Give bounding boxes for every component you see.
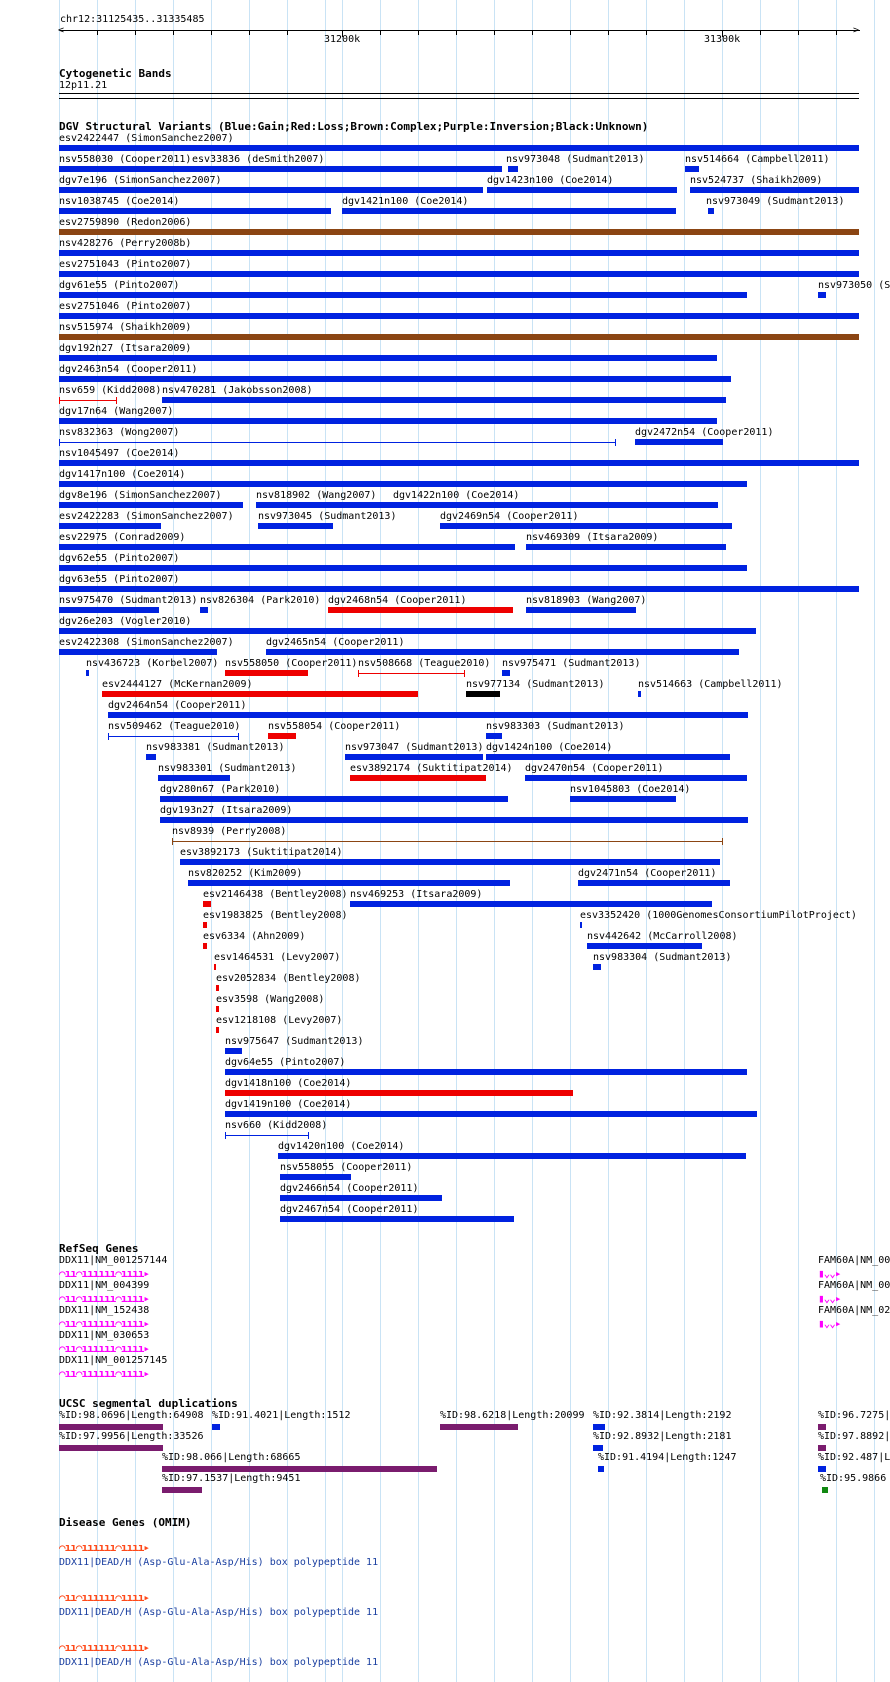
dgv-feature-bar[interactable]	[328, 607, 513, 613]
dgv-feature-label[interactable]: nsv973045 (Sudmant2013)	[258, 511, 397, 522]
segdup-label[interactable]: %ID:98.0696|Length:64908	[59, 1410, 204, 1421]
segdup-bar[interactable]	[162, 1487, 202, 1493]
dgv-feature-bar[interactable]	[214, 964, 216, 970]
ruler-range: chr12:31125435..31335485	[60, 14, 205, 25]
ruler-tick	[287, 31, 288, 35]
refseq-gene-label[interactable]: FAM60A|NM_02	[818, 1305, 890, 1316]
ruler-tick	[570, 31, 571, 35]
refseq-gene-model[interactable]: ⌒ıı⌒ıııııı⌒ıııı▸	[59, 1267, 149, 1280]
segdup-bar[interactable]	[598, 1466, 604, 1472]
dgv-feature-label[interactable]: nsv558055 (Cooper2011)	[280, 1162, 413, 1173]
dgv-feature-bar[interactable]	[203, 901, 211, 907]
dgv-feature-label[interactable]: dgv62e55 (Pinto2007)	[59, 553, 180, 564]
dgv-feature-end	[358, 670, 359, 677]
dgv-feature-label[interactable]: dgv2469n54 (Cooper2011)	[440, 511, 579, 522]
refseq-gene-label[interactable]: DDX11|NM_030653	[59, 1330, 150, 1341]
dgv-feature-label[interactable]: esv3598 (Wang2008)	[216, 994, 325, 1005]
dgv-feature-label[interactable]: esv2422283 (SimonSanchez2007)	[59, 511, 234, 522]
dgv-feature-label[interactable]: nsv975647 (Sudmant2013)	[225, 1036, 364, 1047]
ruler-tick	[836, 31, 837, 35]
segdup-label[interactable]: %ID:92.487|L	[818, 1452, 890, 1463]
ruler-left-arrow[interactable]: <	[58, 25, 65, 36]
dgv-feature-label[interactable]: dgv1424n100 (Coe2014)	[486, 742, 613, 753]
refseq-gene-model[interactable]: ⌒ıı⌒ıııııı⌒ıııı▸	[59, 1342, 149, 1355]
dgv-feature-label[interactable]: dgv8e196 (SimonSanchez2007)	[59, 490, 222, 501]
ruler-tick	[760, 31, 761, 35]
dgv-feature-label[interactable]: esv3892174 (Suktitipat2014)	[350, 763, 513, 774]
segdup-bar[interactable]	[818, 1445, 826, 1451]
omim-gene-model[interactable]: ⌒ıı⌒ıııııı⌒ıııı▸	[59, 1591, 149, 1604]
dgv-feature-bar[interactable]	[59, 271, 859, 277]
dgv-feature-bar[interactable]	[160, 796, 508, 802]
dgv-feature-label[interactable]: dgv63e55 (Pinto2007)	[59, 574, 180, 585]
dgv-feature-label[interactable]: nsv558030 (Cooper2011)	[59, 154, 192, 165]
dgv-feature-label[interactable]: nsv436723 (Korbel2007)	[86, 658, 219, 669]
dgv-feature-label[interactable]: nsv983303 (Sudmant2013)	[486, 721, 625, 732]
omim-track-title[interactable]: Disease Genes (OMIM)	[59, 1516, 192, 1529]
dgv-feature-bar[interactable]	[59, 649, 217, 655]
dgv-feature-label[interactable]: esv2751043 (Pinto2007)	[59, 259, 192, 270]
dgv-feature-label[interactable]: dgv193n27 (Itsara2009)	[160, 805, 293, 816]
dgv-feature-bar[interactable]	[108, 712, 748, 718]
dgv-feature-bar[interactable]	[258, 523, 333, 529]
refseq-gene-label[interactable]: FAM60A|NM_00	[818, 1255, 890, 1266]
dgv-feature-label[interactable]: dgv2472n54 (Cooper2011)	[635, 427, 774, 438]
dgv-feature-label[interactable]: nsv508668 (Teague2010)	[358, 658, 491, 669]
dgv-feature-end	[464, 670, 465, 677]
refseq-gene-model[interactable]: ▮⌄⌄▸	[818, 1267, 841, 1280]
refseq-gene-label[interactable]: DDX11|NM_004399	[59, 1280, 150, 1291]
ruler-tick	[798, 31, 799, 35]
dgv-feature-bar[interactable]	[59, 313, 859, 319]
dgv-feature-bar[interactable]	[268, 733, 296, 739]
ruler-tick	[249, 31, 250, 35]
ruler-tick	[608, 31, 609, 35]
dgv-feature-bar[interactable]	[280, 1174, 351, 1180]
dgv-feature-bar[interactable]	[225, 1048, 242, 1054]
dgv-feature-label[interactable]: dgv64e55 (Pinto2007)	[225, 1057, 346, 1068]
dgv-feature-bar[interactable]	[525, 775, 747, 781]
segdup-bar[interactable]	[212, 1424, 220, 1430]
segdup-bar[interactable]	[593, 1424, 605, 1430]
dgv-feature-label[interactable]: dgv1421n100 (Coe2014)	[342, 196, 469, 207]
dgv-feature-bar[interactable]	[158, 775, 230, 781]
dgv-feature-bar[interactable]	[440, 523, 732, 529]
dgv-feature-bar[interactable]	[59, 187, 483, 193]
dgv-feature-label[interactable]: dgv2467n54 (Cooper2011)	[280, 1204, 419, 1215]
segdup-label[interactable]: %ID:91.4021|Length:1512	[212, 1410, 351, 1421]
dgv-feature-bar[interactable]	[278, 1153, 746, 1159]
dgv-feature-end	[108, 733, 109, 740]
segdup-bar[interactable]	[162, 1466, 437, 1472]
ruler-axis	[60, 30, 860, 31]
dgv-feature-bar[interactable]	[486, 733, 502, 739]
dgv-feature-label[interactable]: dgv2466n54 (Cooper2011)	[280, 1183, 419, 1194]
dgv-feature-label[interactable]: nsv975471 (Sudmant2013)	[502, 658, 641, 669]
dgv-feature-bar[interactable]	[225, 1090, 573, 1096]
dgv-feature-label[interactable]: dgv2465n54 (Cooper2011)	[266, 637, 405, 648]
segdup-label[interactable]: %ID:96.7275|	[818, 1410, 890, 1421]
dgv-feature-bar[interactable]	[508, 166, 518, 172]
dgv-feature-span[interactable]	[358, 673, 464, 674]
segdup-bar[interactable]	[818, 1424, 826, 1430]
dgv-feature-bar[interactable]	[59, 502, 243, 508]
dgv-feature-label[interactable]: nsv469309 (Itsara2009)	[526, 532, 659, 543]
cytoband-label: 12p11.21	[59, 80, 108, 91]
dgv-feature-bar[interactable]	[59, 229, 859, 235]
dgv-feature-bar[interactable]	[59, 292, 747, 298]
dgv-feature-label[interactable]: nsv428276 (Perry2008b)	[59, 238, 192, 249]
dgv-feature-label[interactable]: dgv1423n100 (Coe2014)	[487, 175, 614, 186]
dgv-feature-bar[interactable]	[203, 943, 207, 949]
dgv-feature-bar[interactable]	[350, 901, 712, 907]
dgv-feature-label[interactable]: dgv2471n54 (Cooper2011)	[578, 868, 717, 879]
dgv-feature-bar[interactable]	[59, 145, 859, 151]
dgv-feature-bar[interactable]	[59, 565, 747, 571]
dgv-feature-bar[interactable]	[280, 1195, 442, 1201]
segdup-label[interactable]: %ID:92.3814|Length:2192	[593, 1410, 732, 1421]
dgv-feature-label[interactable]: dgv1420n100 (Coe2014)	[278, 1141, 405, 1152]
omim-gene-link[interactable]: DDX11|DEAD/H (Asp-Glu-Ala-Asp/His) box polypeptide 11	[59, 1557, 379, 1568]
dgv-feature-bar[interactable]	[225, 1069, 747, 1075]
dgv-feature-label[interactable]: dgv280n67 (Park2010)	[160, 784, 281, 795]
segdup-bar[interactable]	[818, 1466, 826, 1472]
ruler-tick	[456, 31, 457, 35]
dgv-feature-label[interactable]: esv22975 (Conrad2009)	[59, 532, 186, 543]
dgv-feature-label[interactable]: nsv514663 (Campbell2011)	[638, 679, 783, 690]
dgv-feature-bar[interactable]	[266, 649, 739, 655]
dgv-feature-bar[interactable]	[350, 775, 486, 781]
dgv-feature-bar[interactable]	[146, 754, 156, 760]
dgv-feature-span[interactable]	[59, 400, 116, 401]
dgv-feature-bar[interactable]	[216, 1006, 219, 1012]
dgv-feature-bar[interactable]	[345, 754, 483, 760]
dgv-feature-label[interactable]: nsv826304 (Park2010)	[200, 595, 321, 606]
grid-line	[874, 0, 875, 1682]
dgv-feature-end	[172, 838, 173, 845]
dgv-feature-label[interactable]: esv1983825 (Bentley2008)	[203, 910, 348, 921]
dgv-feature-label[interactable]: dgv2468n54 (Cooper2011)	[328, 595, 467, 606]
segdup-bar[interactable]	[440, 1424, 518, 1430]
dgv-feature-bar[interactable]	[102, 691, 418, 697]
omim-gene-model[interactable]: ⌒ıı⌒ıııııı⌒ıııı▸	[59, 1641, 149, 1654]
ruler-tick	[532, 31, 533, 35]
refseq-track-title[interactable]: RefSeq Genes	[59, 1242, 139, 1255]
dgv-feature-bar[interactable]	[466, 691, 500, 697]
dgv-feature-label[interactable]: nsv442642 (McCarroll2008)	[587, 931, 738, 942]
dgv-feature-bar[interactable]	[59, 355, 717, 361]
dgv-feature-label[interactable]: nsv983304 (Sudmant2013)	[593, 952, 732, 963]
cytobands-track-title[interactable]: Cytogenetic Bands	[59, 67, 172, 80]
dgv-feature-bar[interactable]	[59, 586, 859, 592]
dgv-feature-bar[interactable]	[162, 397, 726, 403]
segdup-label[interactable]: %ID:92.8932|Length:2181	[593, 1431, 732, 1442]
dgv-feature-end	[59, 397, 60, 404]
dgv-feature-label[interactable]: esv3352420 (1000GenomesConsortiumPilotProject)	[580, 910, 857, 921]
dgv-feature-bar[interactable]	[593, 964, 601, 970]
dgv-feature-label[interactable]: esv6334 (Ahn2009)	[203, 931, 306, 942]
segdup-bar[interactable]	[59, 1445, 163, 1451]
dgv-feature-bar[interactable]	[578, 880, 730, 886]
dgv-feature-bar[interactable]	[59, 481, 747, 487]
dgv-feature-label[interactable]: nsv515974 (Shaikh2009)	[59, 322, 192, 333]
dgv-feature-label[interactable]: esv2444127 (McKernan2009)	[102, 679, 253, 690]
dgv-feature-label[interactable]: dgv2464n54 (Cooper2011)	[108, 700, 247, 711]
dgv-feature-bar[interactable]	[86, 670, 89, 676]
segdup-label[interactable]: %ID:97.8892|	[818, 1431, 890, 1442]
dgv-feature-span[interactable]	[59, 442, 615, 443]
dgv-feature-label[interactable]: nsv973048 (Sudmant2013)	[506, 154, 645, 165]
dgv-feature-bar[interactable]	[59, 418, 717, 424]
dgv-feature-end	[59, 439, 60, 446]
dgv-feature-label[interactable]: esv2422308 (SimonSanchez2007)	[59, 637, 234, 648]
dgv-feature-bar[interactable]	[393, 502, 718, 508]
dgv-feature-end	[225, 1132, 226, 1139]
dgv-feature-label[interactable]: nsv983381 (Sudmant2013)	[146, 742, 285, 753]
dgv-feature-bar[interactable]	[587, 943, 702, 949]
dgv-feature-bar[interactable]	[216, 985, 219, 991]
dgv-feature-label[interactable]: nsv8939 (Perry2008)	[172, 826, 287, 837]
dgv-feature-label[interactable]: nsv1045497 (Coe2014)	[59, 448, 180, 459]
dgv-feature-label[interactable]: dgv1422n100 (Coe2014)	[393, 490, 520, 501]
dgv-feature-label[interactable]: dgv1417n100 (Coe2014)	[59, 469, 186, 480]
refseq-gene-model[interactable]: ⌒ıı⌒ıııııı⌒ıııı▸	[59, 1367, 149, 1380]
segdup-bar[interactable]	[822, 1487, 828, 1493]
dgv-feature-bar[interactable]	[280, 1216, 514, 1222]
ruler-tick	[646, 31, 647, 35]
dgv-feature-label[interactable]: nsv818903 (Wang2007)	[526, 595, 647, 606]
dgv-feature-label[interactable]: nsv820252 (Kim2009)	[188, 868, 303, 879]
dgv-feature-bar[interactable]	[342, 208, 676, 214]
dgv-feature-label[interactable]: esv2146438 (Bentley2008)	[203, 889, 348, 900]
segdup-label[interactable]: %ID:98.066|Length:68665	[162, 1452, 301, 1463]
segdup-bar[interactable]	[593, 1445, 603, 1451]
dgv-feature-bar[interactable]	[192, 166, 502, 172]
refseq-gene-label[interactable]: DDX11|NM_152438	[59, 1305, 150, 1316]
dgv-feature-label[interactable]: nsv973049 (Sudmant2013)	[706, 196, 845, 207]
ruler-right-arrow[interactable]: >	[853, 25, 860, 36]
ruler-tick	[418, 31, 419, 35]
dgv-feature-bar[interactable]	[690, 187, 859, 193]
dgv-feature-label[interactable]: dgv17n64 (Wang2007)	[59, 406, 174, 417]
dgv-feature-bar[interactable]	[59, 523, 161, 529]
dgv-feature-label[interactable]: nsv524737 (Shaikh2009)	[690, 175, 823, 186]
dgv-feature-bar[interactable]	[188, 880, 510, 886]
segdup-label[interactable]: %ID:97.9956|Length:33526	[59, 1431, 204, 1442]
dgv-feature-span[interactable]	[108, 736, 238, 737]
cytoband-outline[interactable]	[59, 98, 859, 99]
dgv-feature-span[interactable]	[225, 1135, 308, 1136]
dgv-feature-bar[interactable]	[526, 544, 726, 550]
refseq-gene-label[interactable]: DDX11|NM_001257145	[59, 1355, 168, 1366]
dgv-feature-bar[interactable]	[502, 670, 510, 676]
segdup-label[interactable]: %ID:91.4194|Length:1247	[598, 1452, 737, 1463]
dgv-feature-label[interactable]: dgv192n27 (Itsara2009)	[59, 343, 192, 354]
ruler-tick	[494, 31, 495, 35]
dgv-feature-bar[interactable]	[59, 460, 859, 466]
ruler-tick	[211, 31, 212, 35]
dgv-feature-label[interactable]: esv3892173 (Suktitipat2014)	[180, 847, 343, 858]
ruler-tick	[135, 31, 136, 35]
dgv-feature-label[interactable]: dgv2463n54 (Cooper2011)	[59, 364, 198, 375]
refseq-gene-model[interactable]: ⌒ıı⌒ıııııı⌒ıııı▸	[59, 1317, 149, 1330]
dgv-feature-label[interactable]: nsv660 (Kidd2008)	[225, 1120, 328, 1131]
dgv-feature-label[interactable]: nsv469253 (Itsara2009)	[350, 889, 483, 900]
dgv-feature-bar[interactable]	[638, 691, 641, 697]
dgv-feature-bar[interactable]	[180, 859, 720, 865]
dgv-feature-label[interactable]: dgv26e203 (Vogler2010)	[59, 616, 192, 627]
dgv-feature-label[interactable]: nsv983301 (Sudmant2013)	[158, 763, 297, 774]
dgv-feature-label[interactable]: nsv975470 (Sudmant2013)	[59, 595, 198, 606]
segdup-label[interactable]: %ID:98.6218|Length:20099	[440, 1410, 585, 1421]
segdups-track-title[interactable]: UCSC segmental duplications	[59, 1397, 238, 1410]
dgv-feature-label[interactable]: esv1464531 (Levy2007)	[214, 952, 341, 963]
dgv-feature-label[interactable]: nsv659 (Kidd2008)	[59, 385, 162, 396]
dgv-feature-bar[interactable]	[580, 922, 582, 928]
refseq-gene-label[interactable]: DDX11|NM_001257144	[59, 1255, 168, 1266]
dgv-feature-bar[interactable]	[59, 607, 159, 613]
dgv-feature-label[interactable]: nsv558054 (Cooper2011)	[268, 721, 401, 732]
dgv-feature-label[interactable]: nsv977134 (Sudmant2013)	[466, 679, 605, 690]
dgv-feature-end	[116, 397, 117, 404]
dgv-feature-bar[interactable]	[59, 334, 859, 340]
dgv-feature-bar[interactable]	[526, 607, 636, 613]
dgv-feature-label[interactable]: dgv7e196 (SimonSanchez2007)	[59, 175, 222, 186]
ruler-tick-label: 31200k	[324, 34, 361, 45]
dgv-feature-label[interactable]: nsv470281 (Jakobsson2008)	[162, 385, 313, 396]
dgv-feature-bar[interactable]	[708, 208, 714, 214]
dgv-feature-bar[interactable]	[486, 754, 730, 760]
dgv-feature-bar[interactable]	[59, 208, 331, 214]
cytoband-outline[interactable]	[59, 93, 859, 94]
dgv-feature-label[interactable]: nsv1038745 (Coe2014)	[59, 196, 180, 207]
ruler-tick	[380, 31, 381, 35]
refseq-gene-label[interactable]: FAM60A|NM_00	[818, 1280, 890, 1291]
dgv-feature-label[interactable]: esv2422447 (SimonSanchez2007)	[59, 133, 234, 144]
dgv-feature-label[interactable]: dgv1419n100 (Coe2014)	[225, 1099, 352, 1110]
ruler-tick	[173, 31, 174, 35]
dgv-feature-bar[interactable]	[59, 166, 194, 172]
dgv-feature-bar[interactable]	[200, 607, 208, 613]
dgv-feature-end	[308, 1132, 309, 1139]
dgv-feature-bar[interactable]	[487, 187, 677, 193]
dgv-feature-label[interactable]: esv2759890 (Redon2006)	[59, 217, 192, 228]
refseq-gene-model[interactable]: ⌒ıı⌒ıııııı⌒ıııı▸	[59, 1292, 149, 1305]
dgv-feature-bar[interactable]	[685, 166, 699, 172]
dgv-track-title[interactable]: DGV Structural Variants (Blue:Gain;Red:Loss;Brown:Complex;Purple:Inversion;Black:Unknown)	[59, 120, 649, 133]
dgv-feature-label[interactable]: esv1218108 (Levy2007)	[216, 1015, 343, 1026]
dgv-feature-bar[interactable]	[59, 250, 859, 256]
dgv-feature-bar[interactable]	[59, 376, 731, 382]
dgv-feature-bar[interactable]	[570, 796, 676, 802]
ruler-tick-label: 31300k	[704, 34, 741, 45]
dgv-feature-label[interactable]: dgv1418n100 (Coe2014)	[225, 1078, 352, 1089]
dgv-feature-bar[interactable]	[256, 502, 396, 508]
dgv-feature-bar[interactable]	[635, 439, 723, 445]
dgv-feature-label[interactable]: dgv2470n54 (Cooper2011)	[525, 763, 664, 774]
dgv-feature-end	[722, 838, 723, 845]
dgv-feature-bar[interactable]	[203, 922, 207, 928]
dgv-feature-label[interactable]: nsv509462 (Teague2010)	[108, 721, 241, 732]
omim-gene-model[interactable]: ⌒ıı⌒ıııııı⌒ıııı▸	[59, 1541, 149, 1554]
dgv-feature-label[interactable]: nsv1045803 (Coe2014)	[570, 784, 691, 795]
dgv-feature-end	[238, 733, 239, 740]
dgv-feature-label[interactable]: nsv973047 (Sudmant2013)	[345, 742, 484, 753]
segdup-label[interactable]: %ID:95.9866	[820, 1473, 887, 1484]
dgv-feature-bar[interactable]	[216, 1027, 219, 1033]
dgv-feature-bar[interactable]	[225, 670, 308, 676]
dgv-feature-span[interactable]	[172, 841, 722, 842]
refseq-gene-model[interactable]: ▮⌄⌄▸	[818, 1317, 841, 1330]
dgv-feature-label[interactable]: esv2052834 (Bentley2008)	[216, 973, 361, 984]
dgv-feature-label[interactable]: dgv61e55 (Pinto2007)	[59, 280, 180, 291]
dgv-feature-label[interactable]: nsv558050 (Cooper2011)	[225, 658, 358, 669]
dgv-feature-label[interactable]: esv2751046 (Pinto2007)	[59, 301, 192, 312]
ruler-tick	[97, 31, 98, 35]
segdup-bar[interactable]	[59, 1424, 163, 1430]
dgv-feature-bar[interactable]	[818, 292, 826, 298]
dgv-feature-label[interactable]: nsv973050 (S	[818, 280, 890, 291]
dgv-feature-bar[interactable]	[59, 544, 515, 550]
dgv-feature-bar[interactable]	[225, 1111, 757, 1117]
omim-gene-link[interactable]: DDX11|DEAD/H (Asp-Glu-Ala-Asp/His) box polypeptide 11	[59, 1657, 379, 1668]
dgv-feature-end	[615, 439, 616, 446]
dgv-feature-label[interactable]: nsv832363 (Wong2007)	[59, 427, 180, 438]
segdup-label[interactable]: %ID:97.1537|Length:9451	[162, 1473, 301, 1484]
dgv-feature-label[interactable]: esv33836 (deSmith2007)	[192, 154, 325, 165]
dgv-feature-label[interactable]: nsv818902 (Wang2007)	[256, 490, 377, 501]
dgv-feature-label[interactable]: nsv514664 (Campbell2011)	[685, 154, 830, 165]
dgv-feature-bar[interactable]	[59, 628, 756, 634]
refseq-gene-model[interactable]: ▮⌄⌄▸	[818, 1292, 841, 1305]
omim-gene-link[interactable]: DDX11|DEAD/H (Asp-Glu-Ala-Asp/His) box polypeptide 11	[59, 1607, 379, 1618]
dgv-feature-bar[interactable]	[160, 817, 748, 823]
